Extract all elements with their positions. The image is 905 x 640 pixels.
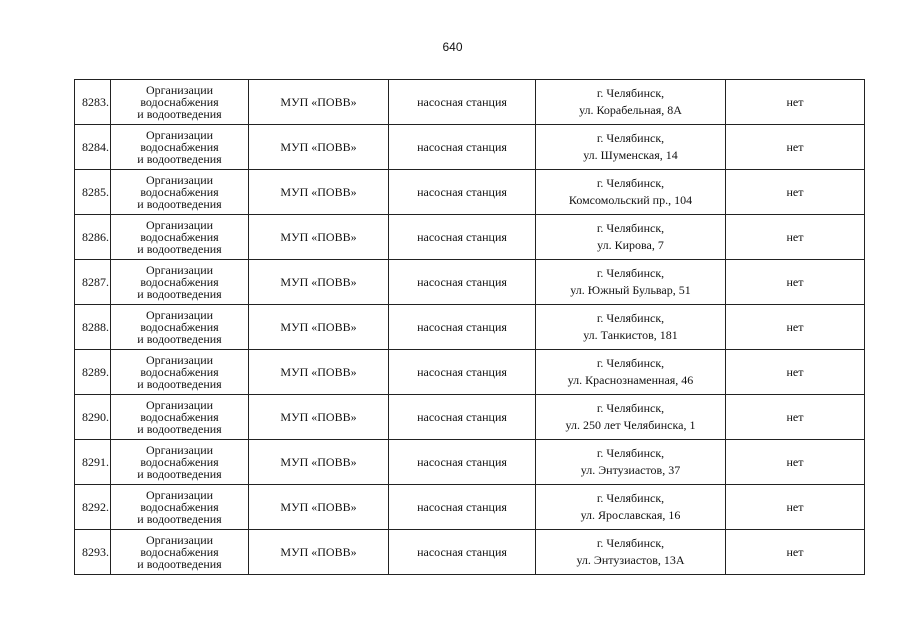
address-city: г. Челябинск, bbox=[596, 446, 665, 460]
status-cell: нет bbox=[726, 530, 865, 575]
category-cell bbox=[111, 125, 249, 170]
table-row bbox=[75, 260, 865, 305]
status-cell: нет bbox=[726, 80, 865, 125]
table-row bbox=[75, 125, 865, 170]
address-street: ул. Краснознаменная, 46 bbox=[567, 373, 694, 387]
organization-cell: МУП «ПОВВ» bbox=[249, 125, 389, 170]
object-type-cell: насосная станция bbox=[389, 305, 536, 350]
address-street: ул. Ярославская, 16 bbox=[580, 508, 681, 522]
category-text: Организации водоснабжения и водоотведения bbox=[137, 398, 222, 436]
address-cell bbox=[536, 125, 726, 170]
table-row bbox=[75, 305, 865, 350]
category-cell bbox=[111, 440, 249, 485]
address-cell bbox=[536, 215, 726, 260]
organization-cell: МУП «ПОВВ» bbox=[249, 440, 389, 485]
category-cell bbox=[111, 80, 249, 125]
table-row bbox=[75, 350, 865, 395]
organization-cell: МУП «ПОВВ» bbox=[249, 530, 389, 575]
object-type-cell: насосная станция bbox=[389, 530, 536, 575]
category-text: Организации водоснабжения и водоотведения bbox=[137, 443, 222, 481]
address-city: г. Челябинск, bbox=[596, 266, 665, 280]
address-cell bbox=[536, 485, 726, 530]
object-type-cell: насосная станция bbox=[389, 350, 536, 395]
category-text: Организации водоснабжения и водоотведения bbox=[137, 128, 222, 166]
status-cell: нет bbox=[726, 260, 865, 305]
address-cell bbox=[536, 395, 726, 440]
object-type-cell: насосная станция bbox=[389, 260, 536, 305]
category-cell bbox=[111, 170, 249, 215]
address-city: г. Челябинск, bbox=[596, 491, 665, 505]
registry-table-body bbox=[75, 80, 865, 575]
status-cell: нет bbox=[726, 215, 865, 260]
category-cell bbox=[111, 485, 249, 530]
object-type-cell: насосная станция bbox=[389, 485, 536, 530]
table-row bbox=[75, 80, 865, 125]
address-cell bbox=[536, 530, 726, 575]
status-cell: нет bbox=[726, 125, 865, 170]
address-city: г. Челябинск, bbox=[596, 131, 665, 145]
organization-cell: МУП «ПОВВ» bbox=[249, 260, 389, 305]
table-row bbox=[75, 530, 865, 575]
status-cell: нет bbox=[726, 485, 865, 530]
address-cell bbox=[536, 170, 726, 215]
organization-cell: МУП «ПОВВ» bbox=[249, 80, 389, 125]
address-city: г. Челябинск, bbox=[596, 311, 665, 325]
table-row bbox=[75, 485, 865, 530]
category-cell bbox=[111, 260, 249, 305]
page-number: 640 bbox=[442, 40, 463, 54]
address-cell bbox=[536, 260, 726, 305]
address-street: ул. Танкистов, 181 bbox=[583, 328, 678, 342]
address-cell bbox=[536, 350, 726, 395]
row-number: 8292. bbox=[75, 485, 111, 530]
organization-cell: МУП «ПОВВ» bbox=[249, 485, 389, 530]
organization-cell: МУП «ПОВВ» bbox=[249, 395, 389, 440]
organization-cell: МУП «ПОВВ» bbox=[249, 170, 389, 215]
address-city: г. Челябинск, bbox=[596, 86, 665, 100]
organization-cell: МУП «ПОВВ» bbox=[249, 305, 389, 350]
category-text: Организации водоснабжения и водоотведения bbox=[137, 353, 222, 391]
status-cell: нет bbox=[726, 350, 865, 395]
address-street: ул. 250 лет Челябинска, 1 bbox=[565, 418, 696, 432]
category-text: Организации водоснабжения и водоотведения bbox=[137, 218, 222, 256]
row-number: 8284. bbox=[75, 125, 111, 170]
category-cell bbox=[111, 395, 249, 440]
category-cell bbox=[111, 215, 249, 260]
status-cell: нет bbox=[726, 305, 865, 350]
category-text: Организации водоснабжения и водоотведения bbox=[137, 488, 222, 526]
category-text: Организации водоснабжения и водоотведения bbox=[137, 263, 222, 301]
address-city: г. Челябинск, bbox=[596, 221, 665, 235]
address-street: ул. Энтузиастов, 37 bbox=[580, 463, 681, 477]
object-type-cell: насосная станция bbox=[389, 215, 536, 260]
address-cell bbox=[536, 440, 726, 485]
table-row bbox=[75, 170, 865, 215]
table-row bbox=[75, 440, 865, 485]
status-cell: нет bbox=[726, 170, 865, 215]
row-number: 8283. bbox=[75, 80, 111, 125]
address-city: г. Челябинск, bbox=[596, 356, 665, 370]
address-street: ул. Корабельная, 8А bbox=[579, 103, 682, 117]
address-cell bbox=[536, 305, 726, 350]
address-street: ул. Энтузиастов, 13А bbox=[576, 553, 685, 567]
object-type-cell: насосная станция bbox=[389, 125, 536, 170]
row-number: 8293. bbox=[75, 530, 111, 575]
organization-cell: МУП «ПОВВ» bbox=[249, 350, 389, 395]
category-text: Организации водоснабжения и водоотведения bbox=[137, 533, 222, 571]
row-number: 8287. bbox=[75, 260, 111, 305]
address-cell bbox=[536, 80, 726, 125]
address-street: ул. Южный Бульвар, 51 bbox=[570, 283, 691, 297]
row-number: 8285. bbox=[75, 170, 111, 215]
category-text: Организации водоснабжения и водоотведения bbox=[137, 83, 222, 121]
object-type-cell: насосная станция bbox=[389, 80, 536, 125]
row-number: 8290. bbox=[75, 395, 111, 440]
address-street: ул. Кирова, 7 bbox=[597, 238, 664, 252]
table-row bbox=[75, 215, 865, 260]
organization-cell: МУП «ПОВВ» bbox=[249, 215, 389, 260]
category-cell bbox=[111, 350, 249, 395]
row-number: 8286. bbox=[75, 215, 111, 260]
address-city: г. Челябинск, bbox=[596, 176, 665, 190]
address-street: Комсомольский пр., 104 bbox=[568, 193, 693, 207]
address-city: г. Челябинск, bbox=[596, 401, 665, 415]
category-cell bbox=[111, 530, 249, 575]
registry-table bbox=[74, 79, 865, 575]
row-number: 8291. bbox=[75, 440, 111, 485]
category-text: Организации водоснабжения и водоотведения bbox=[137, 308, 222, 346]
status-cell: нет bbox=[726, 395, 865, 440]
category-cell bbox=[111, 305, 249, 350]
object-type-cell: насосная станция bbox=[389, 440, 536, 485]
status-cell: нет bbox=[726, 440, 865, 485]
row-number: 8288. bbox=[75, 305, 111, 350]
address-city: г. Челябинск, bbox=[596, 536, 665, 550]
category-text: Организации водоснабжения и водоотведения bbox=[137, 173, 222, 211]
row-number: 8289. bbox=[75, 350, 111, 395]
table-row bbox=[75, 395, 865, 440]
address-street: ул. Шуменская, 14 bbox=[583, 148, 678, 162]
object-type-cell: насосная станция bbox=[389, 170, 536, 215]
object-type-cell: насосная станция bbox=[389, 395, 536, 440]
